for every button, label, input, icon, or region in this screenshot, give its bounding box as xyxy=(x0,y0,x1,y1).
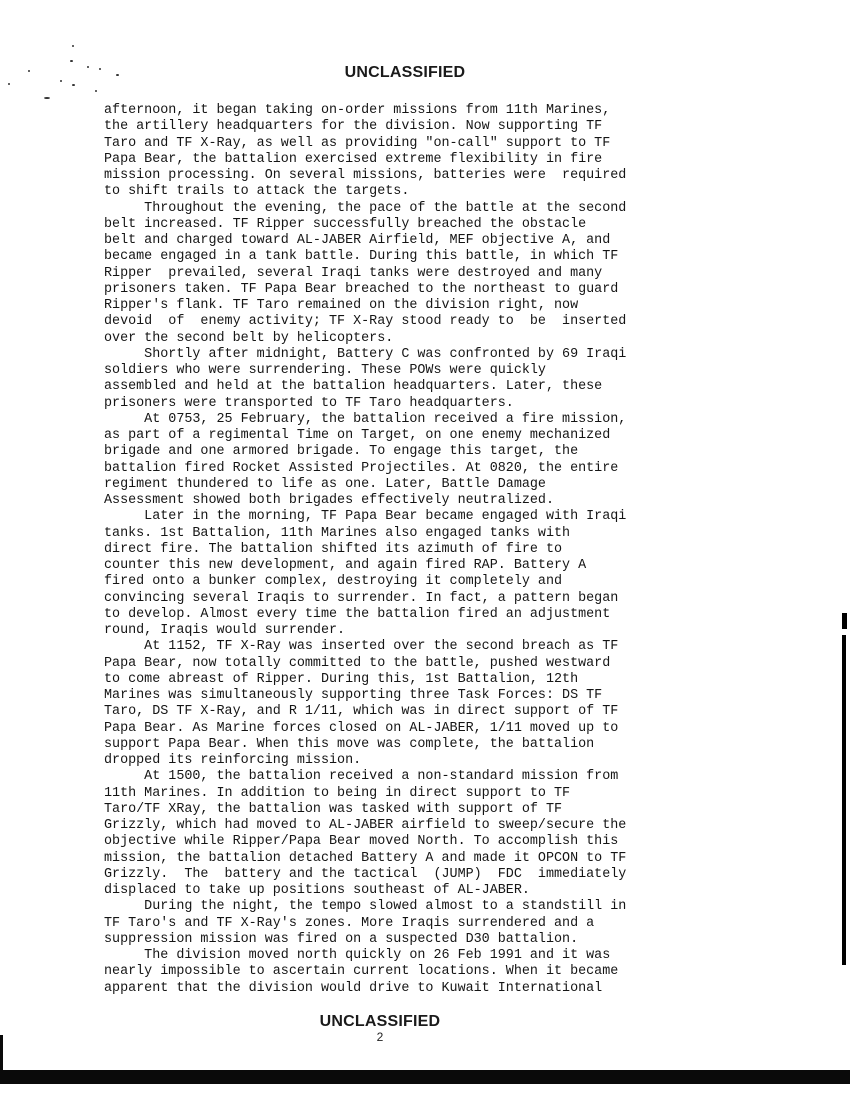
body-line: Grizzly, which had moved to AL-JABER airfield to sweep/secure the xyxy=(104,818,627,833)
body-line: became engaged in a tank battle. During this battle, in which TF xyxy=(104,249,619,265)
body-line: afternoon, it began taking on-order missions from 11th Marines, xyxy=(104,103,611,118)
change-bar-line xyxy=(842,635,846,965)
top-classification-banner: UNCLASSIFIED xyxy=(344,64,466,81)
body-line: TF Taro's and TF X-Ray's zones. More Iraqis surrendered and a xyxy=(104,915,595,931)
body-line: Marines was simultaneously supporting three Task Forces: DS TF xyxy=(104,688,603,703)
body-line: counter this new development, and again fired RAP. Battery A xyxy=(104,558,587,573)
body-line: Taro/TF XRay, the battalion was tasked with support of TF xyxy=(104,801,563,817)
body-line: mission processing. On several missions, batteries were required xyxy=(104,168,627,183)
scan-speck xyxy=(8,83,10,85)
body-line: dropped its reinforcing mission. xyxy=(104,753,362,768)
bottom-classification-banner: UNCLASSIFIED xyxy=(319,1013,441,1030)
scan-edge-mark xyxy=(0,1035,3,1073)
body-line: 11th Marines. In addition to being in direct support to TF xyxy=(104,785,571,801)
body-line: During the night, the tempo slowed almost to a standstill in xyxy=(104,899,627,915)
body-line: Taro and TF X-Ray, as well as providing "on-call" support to TF xyxy=(104,135,611,151)
body-line: The division moved north quickly on 26 Feb 1991 and it was xyxy=(104,948,611,963)
body-line: Papa Bear, now totally committed to the battle, pushed westward xyxy=(104,655,611,671)
scan-speck xyxy=(95,90,97,92)
body-line: Assessment showed both brigades effectively neutralized. xyxy=(104,493,554,508)
scan-bottom-edge xyxy=(0,1070,850,1084)
body-line: belt and charged toward AL-JABER Airfield, MEF objective A, and xyxy=(104,233,611,248)
body-line: as part of a regimental Time on Target, on one enemy mechanized xyxy=(104,428,611,443)
scan-speck xyxy=(72,84,75,86)
body-line: mission, the battalion detached Battery A and made it OPCON to TF xyxy=(104,850,627,866)
body-line: At 1152, TF X-Ray was inserted over the second breach as TF xyxy=(104,639,619,655)
body-line: objective while Ripper/Papa Bear moved North. To accomplish this xyxy=(104,834,619,850)
body-line: assembled and held at the battalion headquarters. Later, these xyxy=(104,379,603,395)
body-line: Ripper's flank. TF Taro remained on the division right, now xyxy=(104,298,579,313)
scan-speck xyxy=(72,45,74,47)
body-line: Taro, DS TF X-Ray, and R 1/11, which was in direct support of TF xyxy=(104,704,619,720)
body-line: regiment thundered to life as one. Later, Battle Damage xyxy=(104,476,546,492)
body-line: Later in the morning, TF Papa Bear became engaged with Iraqi xyxy=(104,509,627,525)
body-line: Throughout the evening, the pace of the battle at the second xyxy=(104,200,627,216)
body-line: to come abreast of Ripper. During this, 1st Battalion, 12th xyxy=(104,671,579,687)
body-line: brigade and one armored brigade. To engage this target, the xyxy=(104,444,579,460)
body-line: displaced to take up positions southeast of AL-JABER. xyxy=(104,883,530,898)
body-line: over the second belt by helicopters. xyxy=(104,330,394,346)
body-line: At 0753, 25 February, the battalion received a fire mission, xyxy=(104,411,627,427)
body-line: belt increased. TF Ripper successfully breached the obstacle xyxy=(104,216,587,232)
body-line: direct fire. The battalion shifted its azimuth of fire to xyxy=(104,541,563,557)
body-line: Grizzly. The battery and the tactical (JUMP) FDC immediately xyxy=(104,866,627,882)
body-line: nearly impossible to ascertain current locations. When it became xyxy=(104,964,619,980)
body-line: prisoners were transported to TF Taro headquarters. xyxy=(104,395,514,411)
body-line: the artillery headquarters for the division. Now supporting TF xyxy=(104,119,603,135)
body-line: round, Iraqis would surrender. xyxy=(104,623,346,638)
body-line: soldiers who were surrendering. These POWs were quickly xyxy=(104,363,546,378)
change-bar-mark xyxy=(842,613,847,629)
body-line: Shortly after midnight, Battery C was confronted by 69 Iraqi xyxy=(104,346,627,362)
body-line: Papa Bear. As Marine forces closed on AL-JABER, 1/11 moved up to xyxy=(104,720,619,736)
body-line: prisoners taken. TF Papa Bear breached to the northeast to guard xyxy=(104,281,619,297)
body-line: convincing several Iraqis to surrender. In fact, a pattern began xyxy=(104,590,619,606)
body-line: fired onto a bunker complex, destroying it completely and xyxy=(104,574,563,590)
body-line: to shift trails to attack the targets. xyxy=(104,184,410,200)
body-line: tanks. 1st Battalion, 11th Marines also engaged tanks with xyxy=(104,525,571,541)
body-line: Ripper prevailed, several Iraqi tanks were destroyed and many xyxy=(104,265,603,281)
scan-speck xyxy=(44,97,50,99)
body-line: Papa Bear, the battalion exercised extreme flexibility in fire xyxy=(104,151,603,167)
body-line: support Papa Bear. When this move was complete, the battalion xyxy=(104,736,595,752)
scan-speck xyxy=(70,60,73,62)
body-line: suppression mission was fired on a suspected D30 battalion. xyxy=(104,931,579,947)
body-line: At 1500, the battalion received a non-standard mission from xyxy=(104,769,619,785)
page-number: 2 xyxy=(376,1030,384,1044)
body-line: devoid of enemy activity; TF X-Ray stood ready to be inserted xyxy=(104,314,627,330)
body-line: apparent that the division would drive to Kuwait International xyxy=(104,980,603,996)
body-line: to develop. Almost every time the battalion fired an adjustment xyxy=(104,606,611,622)
document-body xyxy=(104,103,744,997)
body-line: battalion fired Rocket Assisted Projectiles. At 0820, the entire xyxy=(104,460,619,476)
